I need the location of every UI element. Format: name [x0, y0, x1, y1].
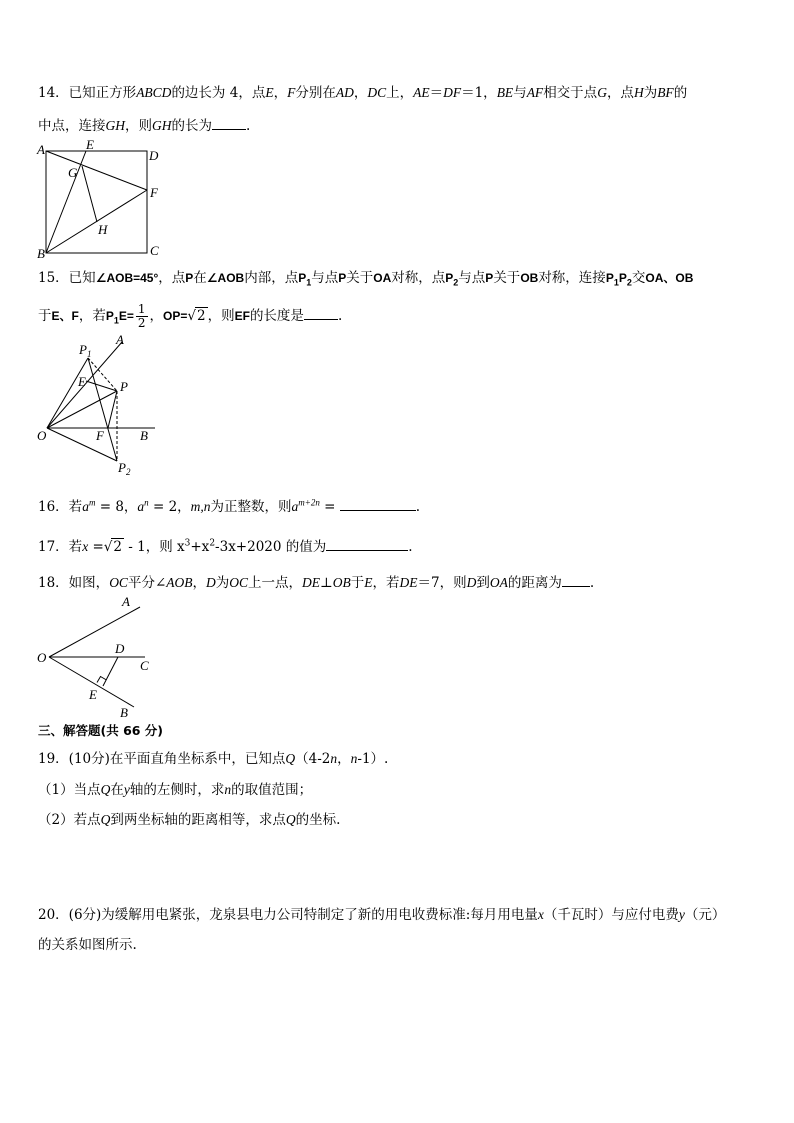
text [298, 271, 312, 288]
label-a: A [37, 142, 45, 157]
text: DE [302, 575, 321, 590]
numerator: 1 [137, 302, 146, 316]
label-a: A [116, 332, 124, 347]
answer-blank[interactable] [212, 117, 246, 130]
text: = [319, 499, 340, 515]
label-e: E [78, 374, 86, 389]
label-p2 [117, 460, 131, 477]
q18-line [38, 574, 594, 591]
superscript: m+2n [298, 497, 320, 508]
text: 17．若 [38, 539, 83, 555]
text: 在 [193, 270, 207, 286]
text: ∠AOB [206, 271, 245, 285]
text: y [123, 782, 130, 797]
text: ， [273, 85, 288, 101]
text: 分别在 [295, 85, 336, 101]
label-d: D [115, 641, 125, 656]
text: 上， [386, 85, 414, 101]
label-d: D [149, 148, 159, 163]
segment-gh [82, 166, 97, 222]
text: OC [109, 575, 128, 590]
text: （2）若点 [38, 812, 101, 828]
q20-line1 [38, 908, 725, 923]
text: D [206, 575, 216, 590]
text: OB [332, 575, 351, 590]
text: ， [192, 575, 207, 591]
text: D [466, 575, 477, 590]
label-o: O [37, 650, 47, 665]
text: 在 [110, 782, 124, 798]
subscript: 2 [626, 277, 632, 288]
text: ， [337, 751, 351, 767]
text: 交 [631, 270, 646, 286]
subscript: 1 [613, 277, 619, 288]
text: - 1，则 x [124, 539, 185, 555]
fraction [136, 303, 148, 330]
label-h: H [98, 222, 108, 237]
segment-op2 [47, 428, 117, 461]
text: = [88, 539, 104, 555]
text: 到 [476, 575, 490, 591]
sqrt: √2 [187, 307, 206, 324]
text: AF [526, 85, 544, 100]
text: = 8， [95, 499, 138, 515]
text: Q [100, 782, 111, 797]
text: 到两坐标轴的距离相等，求点 [110, 812, 286, 828]
text: 与点 [458, 270, 486, 286]
text: P [105, 309, 114, 324]
subscript: 1 [306, 277, 312, 288]
text: 轴的左侧时，求 [129, 782, 225, 798]
text [445, 271, 459, 288]
label-p2-sub: 2 [125, 467, 131, 477]
label-g: G [68, 165, 78, 180]
text: OA [489, 575, 508, 590]
radicand: 2 [197, 307, 206, 324]
text: P [618, 271, 627, 285]
text: （4-2 [295, 751, 331, 767]
text: 为 [643, 85, 658, 101]
sqrt: √2 [103, 538, 122, 555]
text: AE [413, 85, 430, 100]
text: EF [234, 309, 250, 324]
label-o: O [37, 428, 47, 443]
text: ，若 [78, 308, 106, 325]
text: 关于 [346, 270, 374, 286]
superscript: n [144, 497, 149, 508]
text: 为 [215, 575, 230, 591]
text: 的边长为 4，点 [171, 85, 266, 101]
q15-line2 [38, 303, 342, 330]
answer-blank[interactable] [326, 538, 408, 551]
ray-oa [49, 607, 140, 657]
segment-fp [108, 391, 117, 428]
text: -1）. [357, 751, 389, 767]
text: . [408, 539, 413, 555]
text: ，则 [207, 308, 235, 325]
text: E [364, 575, 373, 590]
text: （1）当点 [38, 782, 101, 798]
text: 与 [513, 85, 527, 101]
text: P [445, 271, 454, 285]
label-b: B [140, 428, 148, 443]
text: . [337, 308, 343, 325]
text: 16．若 [38, 499, 83, 515]
text: 对称，点 [391, 270, 446, 286]
segment-be [46, 151, 86, 253]
text: GH [152, 118, 172, 133]
text: 15．已知 [38, 270, 96, 286]
text: ，若 [372, 575, 400, 591]
radicand: 2 [113, 538, 122, 555]
text: 于 [350, 575, 365, 591]
text: OA [373, 271, 392, 285]
text: 20．(6分)为缓解用电紧张，龙泉县电力公司特制定了新的用电收费标准:每月用电量 [38, 907, 538, 923]
text: 对称，连接 [538, 270, 606, 286]
text: E [265, 85, 274, 100]
text: OC [229, 575, 249, 590]
text: 平分∠ [127, 575, 167, 591]
superscript: m [88, 497, 96, 508]
label-e: E [86, 137, 94, 152]
q19-part2 [38, 813, 340, 828]
text: 的距离为 [507, 575, 562, 591]
q15-figure [36, 332, 166, 477]
text: ， [353, 85, 368, 101]
q14-figure [36, 138, 166, 260]
text: 14．已知正方形 [38, 85, 137, 101]
text: OA、OB [645, 271, 694, 285]
answer-blank[interactable] [304, 307, 338, 320]
text: ⊥ [320, 575, 333, 591]
text: OB [520, 271, 539, 285]
text: ， [149, 308, 164, 325]
text: 18．如图， [38, 575, 110, 591]
text: m,n [190, 499, 211, 514]
text: （千瓦时）与应付电费 [543, 907, 679, 923]
text: E= [118, 309, 134, 324]
text: +x [190, 539, 210, 555]
text: H [633, 85, 644, 100]
label-b: B [120, 705, 128, 720]
section-title: 三、解答题(共 66 分) [38, 723, 164, 738]
answer-blank[interactable] [340, 498, 416, 511]
label-p: P [120, 379, 128, 394]
text: x [537, 907, 544, 922]
text: . [415, 499, 421, 515]
text: 19．(10分)在平面直角坐标系中，已知点 [38, 751, 286, 767]
text: P [338, 271, 347, 285]
text: G [597, 85, 607, 100]
superscript: 2 [209, 538, 216, 549]
text: -3x+2020 的值为 [215, 539, 327, 555]
text: n [224, 782, 232, 797]
label-a: A [122, 594, 130, 609]
q15-line1 [38, 272, 693, 287]
text: 的长度是 [249, 308, 304, 325]
text: n [350, 751, 358, 766]
superscript: 3 [184, 538, 191, 549]
text: 关于 [493, 270, 521, 286]
text: ABCD [136, 85, 172, 100]
text: 内部，点 [244, 270, 299, 286]
text: n [330, 751, 338, 766]
text: . [246, 118, 251, 134]
label-b: B [37, 246, 45, 261]
text: a [137, 499, 145, 514]
text: AD [335, 85, 354, 100]
text: P [605, 271, 614, 285]
subscript: 1 [113, 315, 119, 326]
text: P [298, 271, 307, 285]
label-c: C [150, 243, 159, 258]
segment-de [103, 657, 118, 686]
text: 中点，连接 [38, 118, 106, 134]
text: 的坐标. [295, 812, 341, 828]
text: ，点 [158, 270, 186, 286]
text: DF [443, 85, 462, 100]
text: BF [657, 85, 674, 100]
label-c: C [140, 658, 149, 673]
label-f: F [150, 185, 158, 200]
text: 与点 [311, 270, 339, 286]
text: y [678, 907, 685, 922]
text: . [589, 575, 595, 591]
answer-blank[interactable] [562, 574, 590, 587]
text: ，则 [125, 118, 152, 134]
denominator: 2 [137, 316, 146, 331]
text: ＝7，则 [417, 575, 467, 591]
q14-line1 [38, 86, 687, 101]
text: F [287, 85, 296, 100]
text: ＝1， [461, 85, 497, 101]
text: 为正整数，则 [210, 499, 292, 515]
q20-line2: 的关系如图所示. [38, 937, 137, 953]
q18-figure [36, 595, 166, 720]
text: DE [399, 575, 418, 590]
text: BE [496, 85, 514, 100]
q17-line [38, 538, 413, 555]
label-p1-letter: P [79, 342, 87, 357]
text: （元） [684, 907, 726, 923]
text [605, 271, 632, 288]
text: Q [285, 812, 296, 827]
text [105, 309, 134, 326]
text: ，点 [606, 85, 634, 101]
text: DC [367, 85, 387, 100]
segment-af [46, 151, 147, 190]
label-f: F [96, 428, 104, 443]
label-p1-sub: 1 [86, 349, 92, 359]
text: 的长为 [171, 118, 212, 134]
q19-line [38, 752, 388, 767]
text: OP= [163, 309, 188, 324]
text: ∠AOB=45° [95, 271, 159, 285]
text: x [82, 539, 89, 554]
text: Q [285, 751, 296, 766]
text: P [185, 271, 194, 285]
square-abcd [46, 151, 147, 253]
text: 上一点， [248, 575, 303, 591]
text: AOB [166, 575, 193, 590]
text: = 2， [148, 499, 191, 515]
text: 于 [38, 308, 52, 325]
q19-part1 [38, 783, 312, 798]
text: 的 [673, 85, 688, 101]
label-p1 [78, 342, 91, 359]
text: Q [100, 812, 111, 827]
text: a [82, 499, 89, 514]
text: ＝ [429, 85, 444, 101]
text: P [485, 271, 494, 285]
q14-line2 [38, 117, 250, 134]
text: GH [105, 118, 125, 133]
text: E、F [51, 309, 79, 324]
label-p2-letter: P [118, 460, 126, 475]
text: a [291, 499, 299, 514]
subscript: 2 [453, 277, 459, 288]
text: 相交于点 [543, 85, 598, 101]
text: 的取值范围； [231, 782, 313, 798]
q16-line [38, 498, 420, 515]
label-e: E [89, 687, 97, 702]
